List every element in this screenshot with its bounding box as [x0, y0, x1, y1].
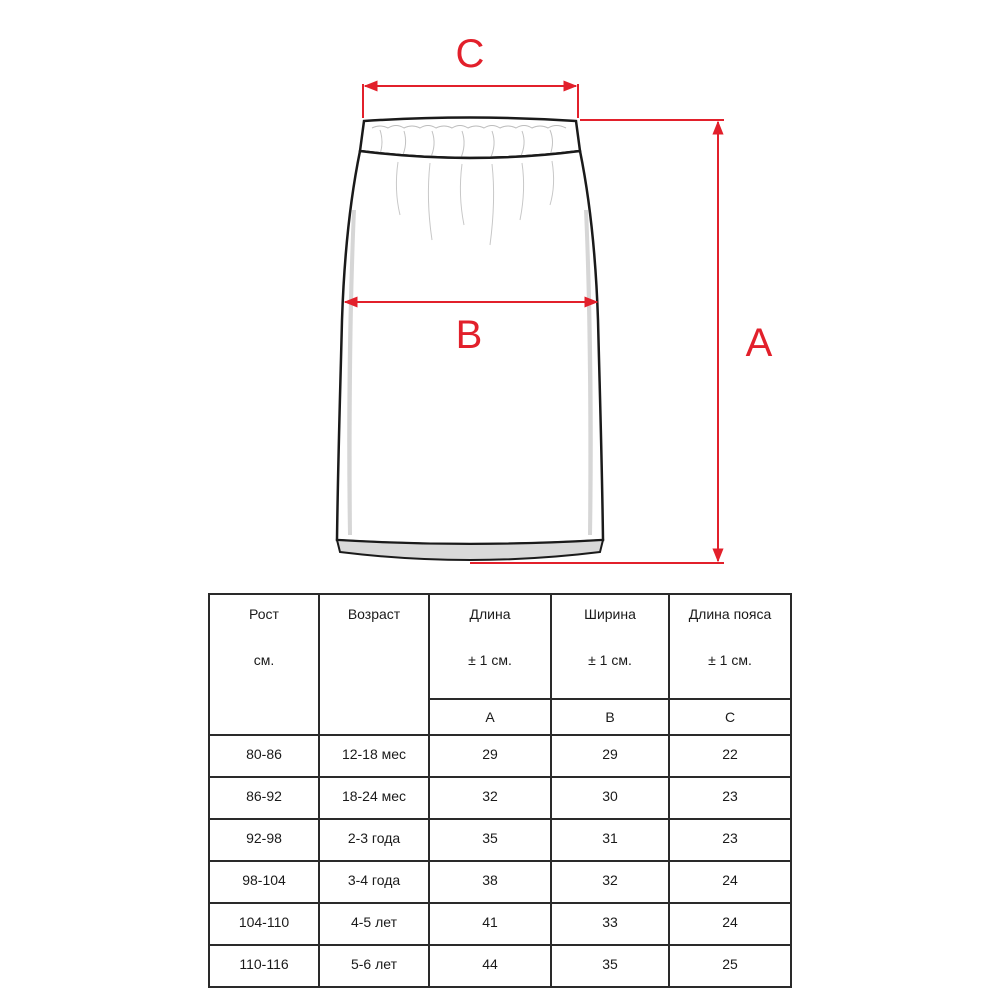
size-table: [208, 593, 792, 988]
cell-waist: 24: [669, 903, 791, 945]
cell-waist: 22: [669, 735, 791, 777]
table-row: [209, 819, 791, 861]
header-waist-letter: C: [669, 699, 791, 735]
cell-age: 5-6 лет: [319, 945, 429, 987]
dimension-c: [363, 32, 578, 118]
header-height-label: Рост: [249, 606, 279, 622]
cell-waist: 24: [669, 861, 791, 903]
skirt-waistband: [360, 118, 580, 159]
cell-height: 86-92: [209, 777, 319, 819]
cell-height: 80-86: [209, 735, 319, 777]
header-width-tolerance: ± 1 см.: [588, 652, 632, 668]
cell-length: 44: [429, 945, 551, 987]
dimension-c-label: C: [455, 32, 485, 76]
table-row: [209, 777, 791, 819]
header-waist-tolerance: ± 1 см.: [708, 652, 752, 668]
cell-waist: 23: [669, 819, 791, 861]
cell-height: 104-110: [209, 903, 319, 945]
header-waist: [669, 594, 791, 699]
dimension-a-label: A: [745, 321, 773, 365]
table-row: [209, 903, 791, 945]
header-height-unit: см.: [253, 652, 275, 668]
table-row: [209, 861, 791, 903]
cell-width: 35: [551, 945, 669, 987]
cell-width: 32: [551, 861, 669, 903]
table-row: [209, 945, 791, 987]
cell-width: 33: [551, 903, 669, 945]
header-length-letter: A: [429, 699, 551, 735]
cell-age: 18-24 мес: [319, 777, 429, 819]
header-age-label: Возраст: [347, 606, 401, 622]
cell-age: 12-18 мес: [319, 735, 429, 777]
cell-width: 30: [551, 777, 669, 819]
cell-height: 110-116: [209, 945, 319, 987]
header-length: [429, 594, 551, 699]
cell-length: 35: [429, 819, 551, 861]
header-length-tolerance: ± 1 см.: [468, 652, 512, 668]
dimension-b-label: B: [455, 313, 483, 357]
header-width: [551, 594, 669, 699]
header-width-label: Ширина: [584, 606, 636, 622]
cell-waist: 25: [669, 945, 791, 987]
header-waist-label: Длина пояса: [688, 606, 772, 622]
cell-length: 38: [429, 861, 551, 903]
cell-height: 92-98: [209, 819, 319, 861]
cell-width: 29: [551, 735, 669, 777]
header-height: [209, 594, 319, 735]
cell-length: 32: [429, 777, 551, 819]
header-width-letter: B: [551, 699, 669, 735]
cell-age: 2-3 года: [319, 819, 429, 861]
header-age: [319, 594, 429, 735]
table-header-row: [209, 594, 791, 699]
cell-length: 29: [429, 735, 551, 777]
header-length-label: Длина: [469, 606, 511, 622]
cell-age: 3-4 года: [319, 861, 429, 903]
cell-length: 41: [429, 903, 551, 945]
cell-waist: 23: [669, 777, 791, 819]
cell-age: 4-5 лет: [319, 903, 429, 945]
cell-height: 98-104: [209, 861, 319, 903]
skirt-hem: [337, 540, 603, 560]
table-row: [209, 735, 791, 777]
cell-width: 31: [551, 819, 669, 861]
